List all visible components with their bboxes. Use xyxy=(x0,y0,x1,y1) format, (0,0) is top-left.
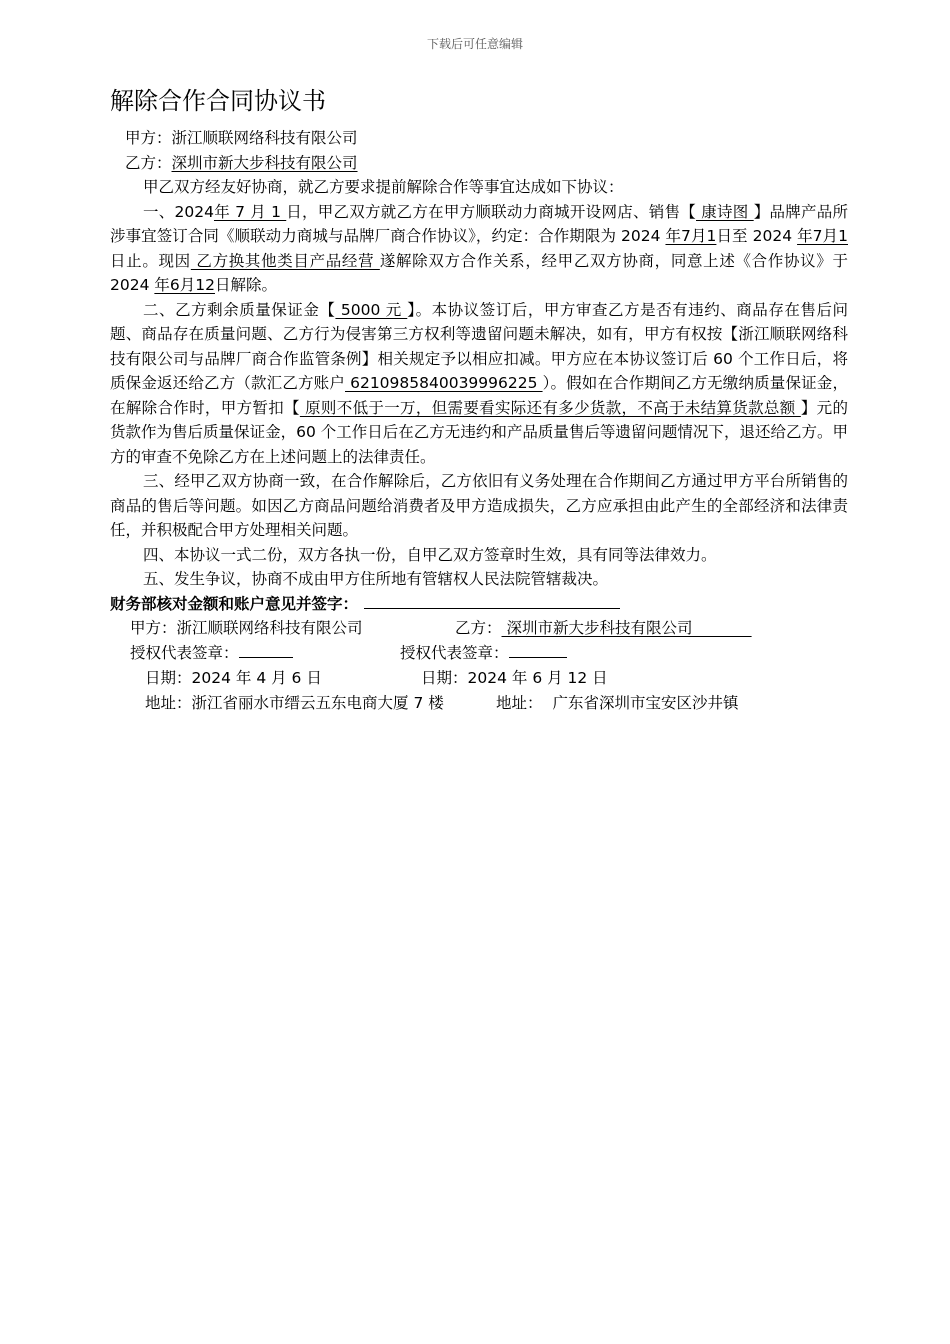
sig-party-a xyxy=(130,616,363,641)
date-a-label: 日期： xyxy=(145,669,192,687)
address-a xyxy=(145,691,444,716)
sig-party-a-name: 浙江顺联网络科技有限公司 xyxy=(176,619,363,637)
termination-reason: 乙方换其他类目产品经营 xyxy=(190,251,380,270)
clause-3: 三、经甲乙双方协商一致，在合作解除后，乙方依旧有义务处理在合作期间乙方通过甲方平台所销售的商品的售后等问题。如因乙方商品问题给消费者及甲方造成损失，乙方应承担由此产生的全部经济和法律责任，并积极配合甲方处理相关问题。 xyxy=(110,472,848,539)
clause-4: 四、本协议一式二份，双方各执一份，自甲乙双方签章时生效，具有同等法律效力。 xyxy=(143,545,717,564)
sig-party-a-label: 甲方： xyxy=(130,619,177,637)
date-b-value: 2024 年 6 月 12 日 xyxy=(467,669,608,687)
party-b-label: 乙方： xyxy=(125,153,172,172)
address-b-value: 广东省深圳市宝安区沙井镇 xyxy=(552,694,739,712)
signature-parties-row xyxy=(110,616,848,641)
clause-2 xyxy=(110,298,848,470)
address-b xyxy=(496,691,739,716)
sig-party-b-name: 深圳市新大步科技有限公司 xyxy=(501,619,752,637)
clause-2-text: 】。本协议签订后，甲方审查乙方是否有违约、商品存在售后问题、商品存在质量问题、乙方行为侵害第三方权利等遗留问题未解决，如有，甲方有权按【浙江顺联网络科技有限公司与品牌厂商合作监管条例】相关规定予以相应扣减。甲方应在本协议签订后 60 个工作日后，将质保金返还给乙方（款汇乙方账户 xyxy=(110,300,848,392)
document-title: 解除合作合同协议书 xyxy=(110,87,326,115)
rep-sign-a-field[interactable] xyxy=(239,641,293,658)
rep-sign-b-label: 授权代表签章： xyxy=(400,644,509,662)
clause-1-text: 日止。现因 xyxy=(110,251,191,270)
rep-sign-b xyxy=(400,641,567,666)
clause-1-text: 遂解除双方合作关系，经甲乙双方协商，同意上述《合作协议》于 2024 xyxy=(110,251,848,294)
clause-1-text: 日，甲乙双方就乙方在甲方顺联动力商城开设网店、销售【 xyxy=(286,202,697,221)
page-header-note: 下载后可任意编辑 xyxy=(426,37,523,51)
party-b-name: 深圳市新大步科技有限公司 xyxy=(171,153,358,172)
party-b-line xyxy=(110,151,848,176)
termination-date: 年6月12 xyxy=(154,276,215,294)
date-a-value: 2024 年 4 月 6 日 xyxy=(191,669,322,687)
term-end-date: 年7月1 xyxy=(797,227,848,245)
party-a-line xyxy=(110,126,848,151)
clause-1-text: 】品牌产品所涉事宜签订合同《顺联动力商城与品牌厂商合作协议》，约定：合作期限为 2024 xyxy=(110,202,848,245)
deposit-amount: 5000 元 xyxy=(335,300,408,319)
clause-2-text: ）。假如在合作期间乙方无缴纳质量保证金，在解除合作时，甲方暂扣【 xyxy=(110,374,848,417)
date-b-label: 日期： xyxy=(421,669,468,687)
rep-sign-a-label: 授权代表签章： xyxy=(130,644,239,662)
finance-signature-field[interactable] xyxy=(364,592,620,609)
party-a-label: 甲方： xyxy=(125,129,172,147)
clause-1-text: 日至 2024 xyxy=(716,227,798,245)
signature-date-row xyxy=(110,666,848,691)
rep-sign-b-field[interactable] xyxy=(509,641,567,658)
address-a-label: 地址： xyxy=(145,694,192,712)
party-a-name: 浙江顺联网络科技有限公司 xyxy=(171,129,358,147)
clause-1-text: 一、2024 xyxy=(143,202,214,221)
rep-sign-a xyxy=(130,641,293,666)
address-a-value: 浙江省丽水市缙云五东电商大厦 7 楼 xyxy=(191,694,444,712)
finance-line xyxy=(110,592,848,617)
contract-document xyxy=(110,84,848,716)
signature-address-row xyxy=(110,691,848,716)
term-start-date: 年7月1 xyxy=(665,227,717,245)
clause-1 xyxy=(110,200,848,298)
clause-1-text: 日解除。 xyxy=(214,276,277,294)
clause-2-text: 】元的货款作为售后质量保证金，60 个工作日后在乙方无违约和产品质量售后等遗留问题情况下，退还给乙方。甲方的审查不免除乙方在上述问题上的法律责任。 xyxy=(110,398,848,466)
sig-party-b xyxy=(455,616,752,641)
sign-date: 年 7 月 1 xyxy=(213,202,287,221)
signature-rep-row xyxy=(110,641,848,666)
address-b-label: 地址： xyxy=(496,694,543,712)
sig-party-b-label: 乙方： xyxy=(455,619,502,637)
bank-account: 6210985840039996225 xyxy=(345,374,543,392)
withhold-amount: 原则不低于一万，但需要看实际还有多少货款，不高于未结算货款总额 xyxy=(299,398,801,417)
clause-5: 五、发生争议，协商不成由甲方住所地有管辖权人民法院管辖裁决。 xyxy=(143,570,609,588)
brand-name: 康诗图 xyxy=(696,202,754,221)
intro-paragraph: 甲乙双方经友好协商，就乙方要求提前解除合作等事宜达成如下协议： xyxy=(143,178,624,196)
date-a xyxy=(145,666,322,691)
finance-label: 财务部核对金额和账户意见并签字： xyxy=(110,594,359,613)
clause-2-text: 二、乙方剩余质量保证金【 xyxy=(143,300,336,319)
date-b xyxy=(421,666,608,691)
